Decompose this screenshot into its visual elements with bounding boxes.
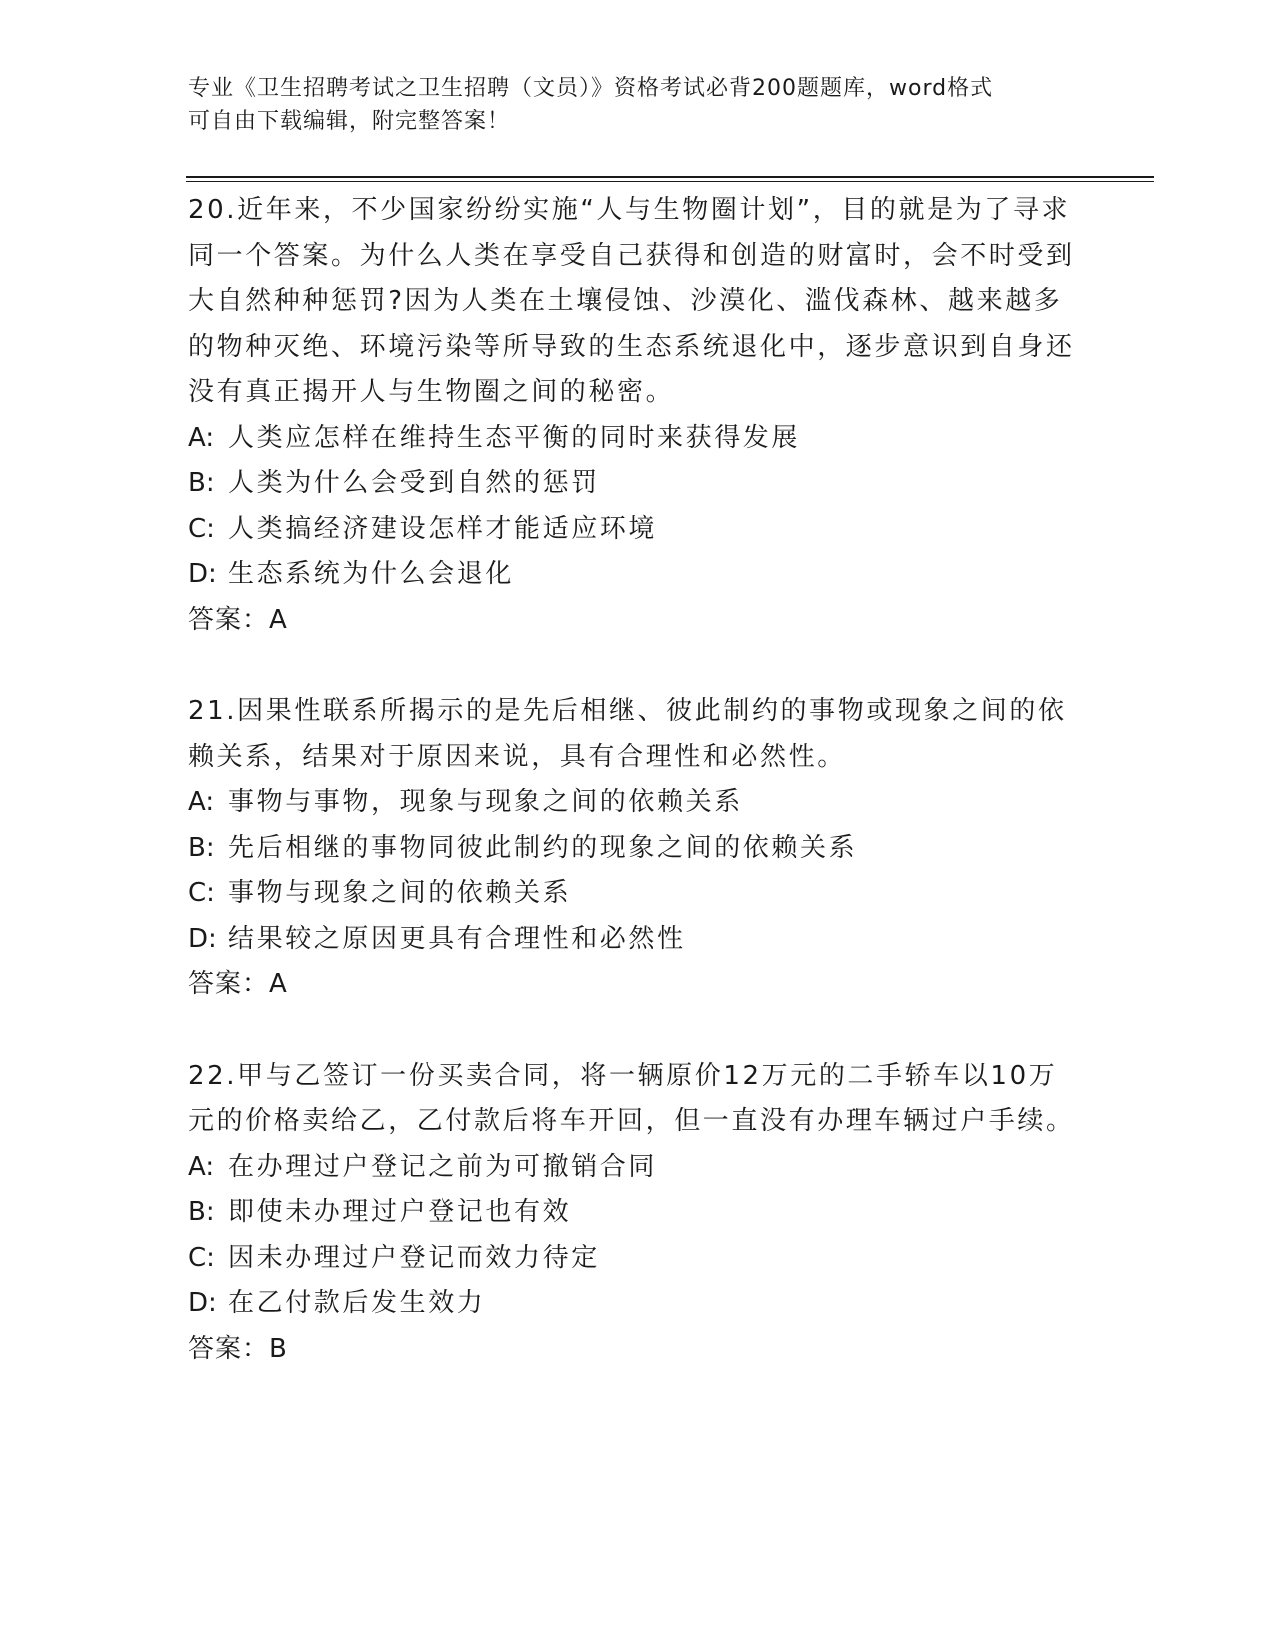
option-letter: D: xyxy=(188,559,217,589)
option-letter: C: xyxy=(188,513,215,544)
option-c xyxy=(188,871,1078,917)
option-text: 事物与事物，现象与现象之间的依赖关系 xyxy=(228,787,743,817)
question-stem: 20.近年来，不少国家纷纷实施“人与生物圈计划”，目的就是为了寻求同一个答案。为什么人类在享受自己获得和创造的财富时，会不时受到大自然种种惩罚?因为人类在土壤侵蚀、沙漠化、滥伐森林、越来越多的物种灭绝、环境污染等所导致的生态系统退化中，逐步意识到自身还没有真正揭开人与生物圈之间的秘密。 xyxy=(188,195,1075,407)
option-a xyxy=(188,416,1078,462)
option-letter: A: xyxy=(188,787,215,817)
option-letter: A: xyxy=(188,1151,215,1182)
option-c xyxy=(188,1236,1078,1282)
option-letter: C: xyxy=(188,1242,215,1273)
option-b xyxy=(188,826,1078,872)
header-line-2: 可自由下载编辑，附完整答案！ xyxy=(188,109,511,134)
option-letter: A: xyxy=(188,422,215,453)
question-21 xyxy=(188,689,1078,1008)
option-text: 人类应怎样在维持生态平衡的同时来获得发展 xyxy=(228,422,801,453)
option-text: 在乙付款后发生效力 xyxy=(228,1288,486,1318)
option-letter: B: xyxy=(188,832,215,863)
header-divider-thin xyxy=(186,181,1154,182)
option-letter: D: xyxy=(188,1288,217,1318)
option-b xyxy=(188,1190,1078,1236)
answer-line: 答案：A xyxy=(188,604,288,635)
option-text: 因未办理过户登记而效力待定 xyxy=(228,1242,600,1273)
answer-line: 答案：A xyxy=(188,969,288,999)
answer-line: 答案：B xyxy=(188,1333,288,1364)
question-22 xyxy=(188,1054,1078,1373)
option-d xyxy=(188,552,1078,598)
option-b xyxy=(188,461,1078,507)
option-d xyxy=(188,917,1078,963)
header-line-1: 专业《卫生招聘考试之卫生招聘（文员）》资格考试必背200题题库，word格式 xyxy=(188,76,994,101)
question-stem: 22.甲与乙签订一份买卖合同，将一辆原价12万元的二手轿车以10万元的价格卖给乙，乙付款后将车开回，但一直没有办理车辆过户手续。 xyxy=(188,1060,1075,1136)
option-c xyxy=(188,507,1078,553)
option-letter: D: xyxy=(188,923,217,954)
question-20 xyxy=(188,188,1078,643)
option-a xyxy=(188,1145,1078,1191)
option-letter: B: xyxy=(188,468,215,498)
option-text: 事物与现象之间的依赖关系 xyxy=(228,878,572,908)
option-d xyxy=(188,1281,1078,1327)
option-text: 结果较之原因更具有合理性和必然性 xyxy=(228,923,686,954)
header-divider-thick xyxy=(186,176,1154,178)
question-list xyxy=(188,188,1078,1418)
option-letter: B: xyxy=(188,1197,215,1227)
option-a xyxy=(188,780,1078,826)
option-text: 人类为什么会受到自然的惩罚 xyxy=(228,468,600,498)
question-stem: 21.因果性联系所揭示的是先后相继、彼此制约的事物或现象之间的依赖关系，结果对于原因来说，具有合理性和必然性。 xyxy=(188,696,1067,772)
option-text: 即使未办理过户登记也有效 xyxy=(228,1197,572,1227)
option-text: 在办理过户登记之前为可撤销合同 xyxy=(228,1151,658,1182)
option-letter: C: xyxy=(188,878,215,908)
option-text: 生态系统为什么会退化 xyxy=(228,559,515,589)
document-header xyxy=(188,72,1068,138)
option-text: 先后相继的事物同彼此制约的现象之间的依赖关系 xyxy=(228,832,858,863)
option-text: 人类搞经济建设怎样才能适应环境 xyxy=(228,513,658,544)
